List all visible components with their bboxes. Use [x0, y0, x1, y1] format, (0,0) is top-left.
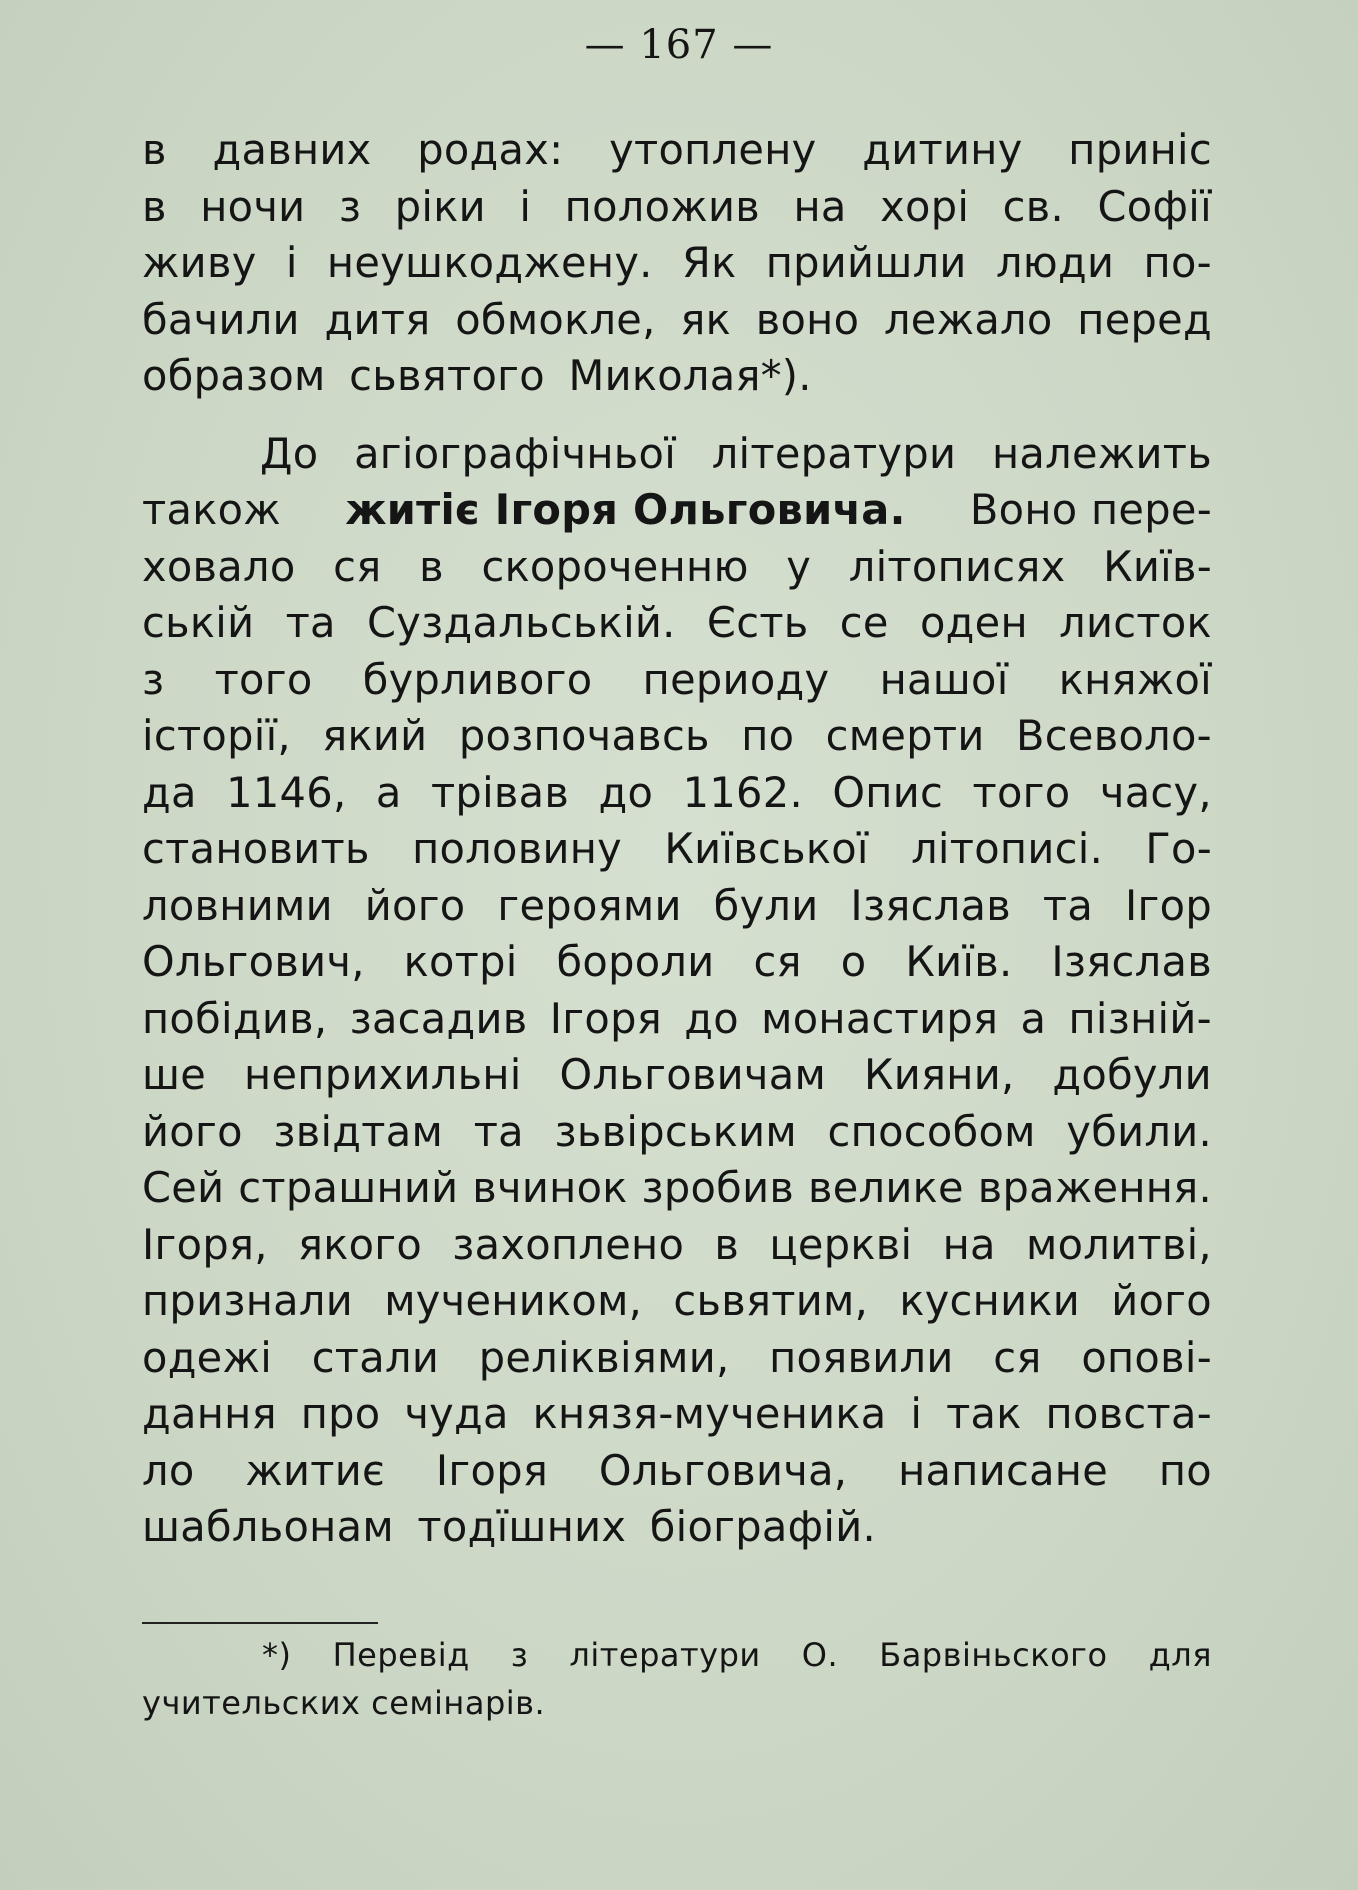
word: ночи: [200, 181, 306, 231]
word: обмокле,: [455, 294, 656, 344]
text-line: [142, 821, 1212, 878]
word: в: [419, 541, 444, 591]
word: літописі.: [911, 824, 1104, 873]
word: враження.: [977, 1163, 1212, 1212]
word: його: [364, 880, 466, 930]
footnote: [142, 1631, 1212, 1727]
text-line: [142, 878, 1212, 935]
text-line: [142, 1330, 1212, 1387]
text-line: [142, 1047, 1212, 1104]
word: перед: [1077, 294, 1212, 344]
word: Барвіньского: [879, 1636, 1108, 1674]
word: та: [473, 1106, 524, 1156]
word: Київ-: [1103, 541, 1212, 591]
text-line: [142, 179, 1212, 236]
word: котрі: [403, 937, 518, 986]
word: літератури: [711, 428, 957, 478]
word: у: [786, 541, 812, 591]
text-line: [142, 991, 1212, 1048]
word: *): [262, 1636, 292, 1674]
word: Ізяслав: [1051, 937, 1212, 986]
word: скороченню: [481, 541, 749, 591]
word: і: [519, 181, 532, 231]
word: трівав: [430, 767, 570, 817]
word: реліквіями,: [478, 1332, 730, 1382]
word: бачили: [142, 294, 300, 344]
word: 1146,: [226, 767, 347, 817]
word: дання: [142, 1389, 277, 1438]
word: Ігор: [1124, 880, 1212, 930]
word: хорі: [880, 181, 970, 231]
word: периоду: [642, 654, 830, 704]
word: Київ.: [905, 937, 1013, 986]
word: неушкоджену.: [326, 238, 653, 287]
word: утоплену: [609, 125, 817, 174]
text-line: [142, 595, 1212, 652]
text-line: образом сьвятого Миколая*).: [142, 351, 812, 400]
word: та: [1042, 880, 1094, 930]
word: Кияни,: [864, 1050, 1015, 1099]
word: признали: [142, 1276, 353, 1325]
word: агіографічньої: [354, 428, 677, 478]
word: способом: [827, 1106, 1036, 1156]
text-line: шабльонам тодїшних біографій.: [142, 1502, 877, 1551]
word: по: [741, 711, 795, 760]
text-segment: Воно пере-: [969, 485, 1212, 534]
word: воно: [755, 294, 860, 344]
word: Перевід: [332, 1636, 470, 1674]
word: того: [214, 654, 313, 704]
word: для: [1148, 1636, 1212, 1674]
word: мучеником,: [384, 1276, 643, 1325]
word: молитві,: [1025, 1219, 1212, 1269]
word: княжої: [1058, 654, 1212, 704]
word: велике: [807, 1163, 964, 1212]
word: часу,: [1099, 767, 1212, 817]
word: як: [680, 294, 731, 344]
word: давних: [212, 125, 372, 174]
word: листок: [1059, 598, 1212, 647]
word: пізній-: [1068, 993, 1212, 1043]
text-line: [142, 122, 1212, 179]
text-line: [142, 765, 1212, 822]
word: Ольговичам: [559, 1050, 827, 1099]
word: літописях: [848, 541, 1066, 591]
word: се: [839, 598, 889, 647]
word: дитину: [862, 125, 1023, 174]
word: неприхильні: [244, 1050, 522, 1099]
word: ловними: [142, 880, 333, 930]
word: Як: [681, 238, 737, 287]
text-line-with-title: [142, 482, 1212, 539]
word: написане: [898, 1445, 1109, 1495]
footnote-line: [142, 1631, 1212, 1679]
word: захоплено: [452, 1219, 685, 1269]
word: одежі: [142, 1332, 273, 1382]
word: становить: [142, 824, 370, 873]
footnote-divider: [142, 1622, 378, 1624]
word: звідтам: [273, 1106, 444, 1156]
word: житиє: [245, 1445, 386, 1495]
word: До: [260, 428, 319, 478]
word: а: [375, 767, 402, 817]
word: розпочавсь: [458, 711, 710, 760]
word: 1162.: [682, 767, 803, 817]
word: ській: [142, 598, 255, 647]
word: страшний: [238, 1163, 459, 1212]
word: Ігоря: [549, 993, 662, 1043]
word: родах:: [417, 125, 564, 174]
word: на: [793, 181, 847, 231]
word: ріки: [394, 181, 486, 231]
word: убили.: [1066, 1106, 1212, 1156]
text-line: [142, 652, 1212, 709]
word: його: [1111, 1276, 1212, 1325]
word: історії,: [142, 711, 291, 760]
word: героями: [497, 880, 682, 930]
word: були: [713, 880, 819, 930]
word: о: [840, 937, 867, 986]
word: лежало: [883, 294, 1053, 344]
word: з: [142, 654, 165, 704]
word: засадив: [349, 993, 528, 1043]
word: про: [300, 1389, 381, 1438]
word: до: [684, 993, 739, 1043]
word: Софії: [1097, 181, 1212, 231]
word: да: [142, 767, 197, 817]
text-line: [142, 1217, 1212, 1274]
word: повста-: [1045, 1389, 1212, 1438]
word: по-: [1143, 238, 1212, 287]
word: зьвірським: [554, 1106, 797, 1156]
word: Суздальській.: [367, 598, 676, 647]
word: Ігоря,: [142, 1219, 268, 1269]
word: ховало: [142, 541, 296, 591]
word: оден: [919, 598, 1028, 647]
word: князя-мученика: [532, 1389, 887, 1438]
word: живу: [142, 238, 257, 287]
word: Ізяслав: [850, 880, 1012, 930]
word: св.: [1002, 181, 1065, 231]
word: смерти: [825, 711, 985, 760]
word: вчинок: [472, 1163, 628, 1212]
word: по: [1158, 1445, 1212, 1495]
word: появили: [769, 1332, 954, 1382]
word: в: [142, 125, 167, 174]
word: нашої: [879, 654, 1009, 704]
word: Опис: [832, 767, 944, 817]
word: а: [1020, 993, 1047, 1043]
word: ся: [993, 1332, 1042, 1382]
word: бурливого: [362, 654, 593, 704]
word: на: [942, 1219, 996, 1269]
text-line: [142, 426, 1212, 483]
word: Го-: [1145, 824, 1212, 873]
word: в: [142, 181, 167, 231]
footnote-line: учительских семінарів.: [142, 1684, 546, 1722]
word: О.: [801, 1636, 839, 1674]
text-segment: також: [142, 485, 281, 534]
text-line: [142, 1443, 1212, 1500]
word: зробив: [641, 1163, 795, 1212]
word: Київської: [664, 824, 869, 873]
word: дитя: [324, 294, 431, 344]
word: добули: [1052, 1050, 1212, 1099]
text-line: [142, 934, 1212, 991]
text-line: [142, 1160, 1212, 1217]
word: кусники: [899, 1276, 1081, 1325]
word: Єсть: [706, 598, 809, 647]
word: який: [322, 711, 428, 760]
word: якого: [297, 1219, 423, 1269]
word: Сей: [142, 1163, 225, 1212]
word: в: [714, 1219, 740, 1269]
word: Всеволо-: [1015, 711, 1212, 760]
paragraph-1: [142, 122, 1212, 405]
word: приніс: [1068, 125, 1212, 174]
word: монастиря: [761, 993, 999, 1043]
word: ло: [142, 1445, 195, 1495]
word: так: [946, 1389, 1022, 1438]
word: половину: [412, 824, 623, 873]
text-line: [142, 292, 1212, 349]
word: з: [338, 181, 362, 231]
word: ше: [142, 1050, 207, 1099]
word: ся: [753, 937, 802, 986]
page-number: — 167 —: [584, 22, 774, 68]
paragraph-2: [142, 426, 1212, 1556]
word: сьвятим,: [673, 1276, 869, 1325]
word: ся: [333, 541, 382, 591]
word: побідив,: [142, 993, 328, 1043]
text-line: [142, 708, 1212, 765]
word: з: [510, 1636, 529, 1674]
word: належить: [991, 428, 1212, 478]
word: стали: [311, 1332, 440, 1382]
word: Ольгович,: [142, 937, 365, 986]
word: і: [285, 238, 298, 287]
word: положив: [564, 181, 761, 231]
word: чуда: [404, 1389, 509, 1438]
word: люди: [995, 238, 1115, 287]
word: Ольговича,: [598, 1445, 848, 1495]
main-text: [142, 122, 1212, 1556]
word: Ігоря: [435, 1445, 549, 1495]
word: його: [142, 1106, 243, 1156]
word: літератури: [569, 1636, 761, 1674]
text-line: [142, 539, 1212, 596]
word: до: [598, 767, 654, 817]
text-line: [142, 235, 1212, 292]
word: прийшли: [765, 238, 967, 287]
bold-title: житіє Ігоря Ольговича.: [345, 485, 906, 534]
word: того: [972, 767, 1071, 817]
word: та: [285, 598, 336, 647]
word: опові-: [1081, 1332, 1212, 1382]
word: бороли: [556, 937, 715, 986]
text-line: [142, 1273, 1212, 1330]
text-line: [142, 1386, 1212, 1443]
word: церкві: [769, 1219, 913, 1269]
word: і: [910, 1389, 923, 1438]
text-line: [142, 1104, 1212, 1161]
